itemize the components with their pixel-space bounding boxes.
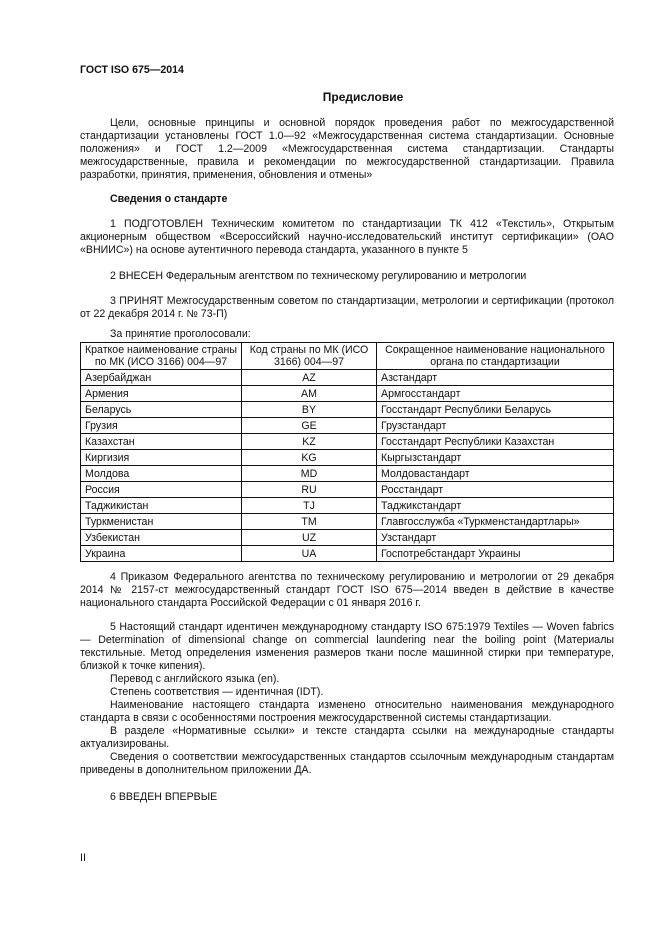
country-code: UA [242,546,377,562]
country-code: BY [242,402,377,418]
country-name: Туркменистан [81,514,242,530]
standards-body: Узстандарт [377,530,614,546]
table-row [81,402,614,418]
country-code: UZ [242,530,377,546]
voting-table [80,342,614,562]
country-name: Россия [81,482,242,498]
item-5: 5 Настоящий стандарт идентичен международному стандарту ISO 675:1979 Textiles — Woven fabrics— Determination of dimensional change on commercial laundering near the boiling point (Материалы текстильные. Метод определения изменения размеров ткани после машинной стирки при температуре, близкой к точке кипения). [80,621,614,672]
country-code: AZ [242,370,377,386]
country-name: Казахстан [81,434,242,450]
table-row [81,466,614,482]
country-name: Беларусь [81,402,242,418]
country-name: Киргизия [81,450,242,466]
standards-body: Молдовастандарт [377,466,614,482]
column-header: Краткое наименование страны по МК (ИСО 3166) 004—97 [81,343,242,370]
standards-body: Росстандарт [377,482,614,498]
item-1: 1 ПОДГОТОВЛЕН Техническим комитетом по стандартизации ТК 412 «Текстиль», Открытым акционерным обществом «Всероссийский научно-исследовательский институт сертификации» (ОАО «ВНИИС») на основе аутентичного перевода стандарта, указанного в пункте 5 [80,218,614,256]
country-code: AM [242,386,377,402]
country-name: Грузия [81,418,242,434]
item-5-details [80,673,614,777]
country-name: Азербайджан [81,370,242,386]
column-header: Сокращенное наименование национального органа по стандартизации [377,343,614,370]
country-name: Украина [81,546,242,562]
standards-body: Азстандарт [377,370,614,386]
intro-paragraph: Цели, основные принципы и основной порядок проведения работ по межгосударственной стандартизации установлены ГОСТ 1.0—92 «Межгосударственная система стандартизации. Основные положения» и ГОСТ 1.2—2009 «Межгосударственная система стандартизации. Стандарты межгосударственные, правила и рекомендации по межгосударственной стандартизации. Правила разработки, принятия, применения, обновления и отмены» [80,117,614,181]
table-row [81,418,614,434]
page-number: II [80,852,86,864]
country-code: RU [242,482,377,498]
standards-body: Главгосслужба «Туркменстандартлары» [377,514,614,530]
section-heading: Сведения о стандарте [110,193,228,205]
item-5-line: Перевод с английского языка (en). [110,673,280,685]
table-row [81,546,614,562]
document-header: ГОСТ ISO 675—2014 [80,64,184,76]
item-2: 2 ВНЕСЕН Федеральным агентством по техническому регулированию и метрологии [110,270,527,282]
country-code: GE [242,418,377,434]
item-4: 4 Приказом Федерального агентства по техническому регулированию и метрологии от 29 декабря 2014 № 2157-ст межгосударственный стандарт ГОСТ ISO 675—2014 введен в действие в качестве национального стандарта Российской Федерации с 01 января 2016 г. [80,571,614,609]
country-code: TJ [242,498,377,514]
standards-body: Таджикстандарт [377,498,614,514]
country-name: Армения [81,386,242,402]
standards-body: Грузстандарт [377,418,614,434]
item-5-line: Сведения о соответствии межгосударственных стандартов ссылочным международным стандартам приведены в дополнительном приложении ДА. [80,751,614,776]
country-code: TM [242,514,377,530]
standards-body: Госстандарт Республики Казахстан [377,434,614,450]
table-row [81,370,614,386]
item-5-line: В разделе «Нормативные ссылки» и тексте стандарта ссылки на международные стандарты актуализированы. [80,725,614,750]
country-code: MD [242,466,377,482]
voting-table-wrapper [80,342,614,562]
item-6: 6 ВВЕДЕН ВПЕРВЫЕ [110,791,218,803]
item-3: 3 ПРИНЯТ Межгосударственным советом по стандартизации, метрологии и сертификации (протокол от 22 декабря 2014 г. № 73-П) [80,295,614,320]
table-row [81,434,614,450]
item-5-line: Наименование настоящего стандарта изменено относительно наименования международного стандарта в связи с особенностями построения межгосударственной системы стандартизации. [80,699,614,724]
country-name: Таджикистан [81,498,242,514]
table-row [81,450,614,466]
table-row [81,514,614,530]
table-row [81,482,614,498]
country-name: Узбекистан [81,530,242,546]
table-row [81,386,614,402]
standards-body: Госпотребстандарт Украины [377,546,614,562]
column-header: Код страны по МК (ИСО 3166) 004—97 [242,343,377,370]
country-code: KG [242,450,377,466]
table-row [81,498,614,514]
item-5-line: Степень соответствия — идентичная (IDT). [110,686,324,698]
page-title: Предисловие [322,90,404,104]
standards-body: Госстандарт Республики Беларусь [377,402,614,418]
table-row [81,530,614,546]
standards-body: Кыргызстандарт [377,450,614,466]
country-name: Молдова [81,466,242,482]
country-code: KZ [242,434,377,450]
standards-body: Армгосстандарт [377,386,614,402]
voted-label: За принятие проголосовали: [110,328,251,340]
